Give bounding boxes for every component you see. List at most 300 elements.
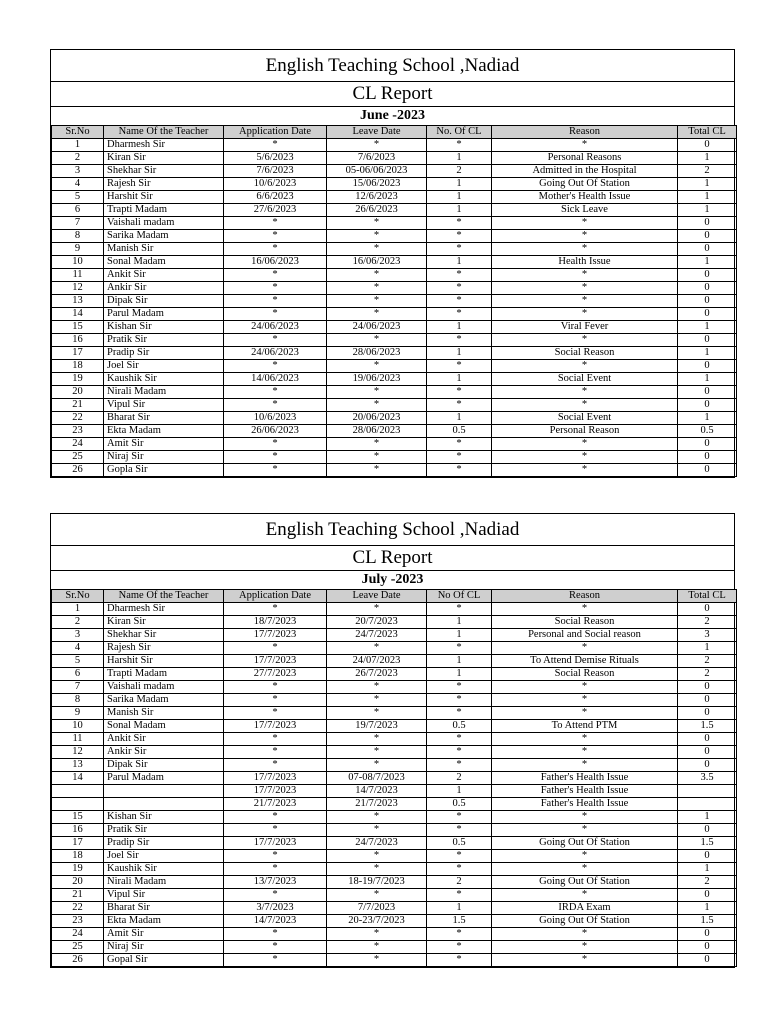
cl-count-cell: * [427, 464, 492, 477]
table-row [52, 282, 737, 295]
cl-count-cell: * [427, 451, 492, 464]
cl-table [51, 125, 737, 477]
application-date-cell: 10/6/2023 [224, 178, 327, 191]
leave-date-cell: * [327, 139, 427, 152]
application-date-cell: * [224, 642, 327, 655]
application-date-cell: * [224, 811, 327, 824]
total-cl-cell: 0 [678, 889, 737, 902]
total-cl-cell: 0 [678, 438, 737, 451]
column-header: Total CL [678, 126, 737, 139]
leave-date-cell: * [327, 642, 427, 655]
total-cl-cell: 1.5 [678, 720, 737, 733]
application-date-cell: 26/06/2023 [224, 425, 327, 438]
cl-count-cell: 1 [427, 655, 492, 668]
total-cl-cell: 0 [678, 850, 737, 863]
application-date-cell: * [224, 451, 327, 464]
table-row [52, 733, 737, 746]
total-cl-cell: 1 [678, 412, 737, 425]
cl-count-cell: 1 [427, 629, 492, 642]
total-cl-cell: 1 [678, 256, 737, 269]
reason-cell: * [492, 334, 678, 347]
reason-cell: To Attend PTM [492, 720, 678, 733]
teacher-name-cell: Dharmesh Sir [104, 603, 224, 616]
table-row [52, 399, 737, 412]
teacher-name-cell: Dipak Sir [104, 759, 224, 772]
sr-no-cell: 3 [52, 165, 104, 178]
application-date-cell: * [224, 295, 327, 308]
teacher-name-cell: Dharmesh Sir [104, 139, 224, 152]
sr-no-cell: 8 [52, 694, 104, 707]
cl-count-cell: * [427, 269, 492, 282]
teacher-name-cell: Pradip Sir [104, 837, 224, 850]
teacher-name-cell [104, 798, 224, 811]
reason-cell: Personal Reasons [492, 152, 678, 165]
application-date-cell: * [224, 746, 327, 759]
application-date-cell: * [224, 928, 327, 941]
table-row [52, 954, 737, 967]
leave-date-cell: * [327, 334, 427, 347]
leave-date-cell: * [327, 681, 427, 694]
reason-cell: * [492, 386, 678, 399]
total-cl-cell: 1 [678, 321, 737, 334]
sr-no-cell: 5 [52, 191, 104, 204]
reason-cell: Social Event [492, 373, 678, 386]
teacher-name-cell: Kiran Sir [104, 152, 224, 165]
total-cl-cell: 1 [678, 863, 737, 876]
table-row [52, 629, 737, 642]
cl-count-cell: * [427, 603, 492, 616]
application-date-cell: * [224, 707, 327, 720]
leave-date-cell: * [327, 282, 427, 295]
teacher-name-cell: Sonal Madam [104, 720, 224, 733]
teacher-name-cell: Pradip Sir [104, 347, 224, 360]
leave-date-cell: 19/7/2023 [327, 720, 427, 733]
sr-no-cell: 13 [52, 295, 104, 308]
sr-no-cell: 26 [52, 464, 104, 477]
sr-no-cell: 16 [52, 824, 104, 837]
reason-cell: Father's Health Issue [492, 785, 678, 798]
cl-count-cell: * [427, 681, 492, 694]
cl-count-cell: * [427, 694, 492, 707]
table-header-row [52, 126, 737, 139]
reason-cell: * [492, 863, 678, 876]
teacher-name-cell: Rajesh Sir [104, 642, 224, 655]
total-cl-cell: 1 [678, 642, 737, 655]
report-month: July -2023 [361, 572, 424, 587]
leave-date-cell: 7/6/2023 [327, 152, 427, 165]
reason-cell: Health Issue [492, 256, 678, 269]
reason-cell: Admitted in the Hospital [492, 165, 678, 178]
report-title: CL Report [51, 82, 734, 107]
total-cl-cell: 0 [678, 824, 737, 837]
leave-date-cell: 20-23/7/2023 [327, 915, 427, 928]
sr-no-cell: 25 [52, 941, 104, 954]
reason-cell: Father's Health Issue [492, 772, 678, 785]
leave-date-cell: 26/7/2023 [327, 668, 427, 681]
sr-no-cell [52, 785, 104, 798]
application-date-cell: * [224, 464, 327, 477]
leave-date-cell: 26/6/2023 [327, 204, 427, 217]
application-date-cell: * [224, 308, 327, 321]
cl-count-cell: 1 [427, 785, 492, 798]
sr-no-cell: 15 [52, 811, 104, 824]
application-date-cell: 17/7/2023 [224, 772, 327, 785]
leave-date-cell: * [327, 811, 427, 824]
cl-count-cell: 1 [427, 152, 492, 165]
column-header: Application Date [224, 590, 327, 603]
cl-report-june [50, 49, 735, 478]
table-row [52, 243, 737, 256]
application-date-cell: * [224, 399, 327, 412]
total-cl-cell: 2 [678, 655, 737, 668]
table-row [52, 824, 737, 837]
reason-cell: * [492, 759, 678, 772]
reason-cell: * [492, 399, 678, 412]
total-cl-cell: 0 [678, 746, 737, 759]
sr-no-cell: 18 [52, 850, 104, 863]
application-date-cell: 14/7/2023 [224, 915, 327, 928]
teacher-name-cell: Ankir Sir [104, 282, 224, 295]
total-cl-cell: 0 [678, 451, 737, 464]
application-date-cell: * [224, 438, 327, 451]
application-date-cell: * [224, 360, 327, 373]
total-cl-cell: 0 [678, 334, 737, 347]
table-row [52, 360, 737, 373]
application-date-cell: 18/7/2023 [224, 616, 327, 629]
leave-date-cell: * [327, 217, 427, 230]
application-date-cell: 27/7/2023 [224, 668, 327, 681]
total-cl-cell: 0 [678, 733, 737, 746]
teacher-name-cell: Vipul Sir [104, 889, 224, 902]
application-date-cell: * [224, 139, 327, 152]
leave-date-cell: 24/06/2023 [327, 321, 427, 334]
application-date-cell: * [224, 824, 327, 837]
leave-date-cell: * [327, 399, 427, 412]
teacher-name-cell: Vipul Sir [104, 399, 224, 412]
application-date-cell: 17/7/2023 [224, 785, 327, 798]
leave-date-cell: * [327, 243, 427, 256]
table-row [52, 191, 737, 204]
sr-no-cell: 23 [52, 915, 104, 928]
cl-count-cell: * [427, 954, 492, 967]
sr-no-cell: 15 [52, 321, 104, 334]
sr-no-cell: 25 [52, 451, 104, 464]
cl-count-cell: 0.5 [427, 798, 492, 811]
cl-count-cell: * [427, 334, 492, 347]
application-date-cell: * [224, 733, 327, 746]
table-row [52, 152, 737, 165]
reason-cell: Personal Reason [492, 425, 678, 438]
cl-count-cell: 1 [427, 204, 492, 217]
teacher-name-cell: Amit Sir [104, 438, 224, 451]
reason-cell: * [492, 451, 678, 464]
teacher-name-cell: Kishan Sir [104, 811, 224, 824]
application-date-cell: * [224, 850, 327, 863]
cl-count-cell: 1 [427, 178, 492, 191]
cl-count-cell: * [427, 811, 492, 824]
reason-cell: Personal and Social reason [492, 629, 678, 642]
teacher-name-cell: Vaishali madam [104, 681, 224, 694]
sr-no-cell: 13 [52, 759, 104, 772]
cl-count-cell: * [427, 707, 492, 720]
sr-no-cell: 2 [52, 616, 104, 629]
teacher-name-cell: Bharat Sir [104, 412, 224, 425]
teacher-name-cell: Pratik Sir [104, 824, 224, 837]
cl-count-cell: * [427, 295, 492, 308]
cl-count-cell: * [427, 139, 492, 152]
application-date-cell: * [224, 243, 327, 256]
sr-no-cell: 6 [52, 204, 104, 217]
table-row [52, 694, 737, 707]
leave-date-cell: 05-06/06/2023 [327, 165, 427, 178]
application-date-cell: 16/06/2023 [224, 256, 327, 269]
leave-date-cell: 15/06/2023 [327, 178, 427, 191]
table-row [52, 681, 737, 694]
sr-no-cell: 4 [52, 178, 104, 191]
leave-date-cell: * [327, 759, 427, 772]
sr-no-cell: 20 [52, 386, 104, 399]
cl-count-cell: * [427, 399, 492, 412]
application-date-cell: * [224, 230, 327, 243]
sr-no-cell: 22 [52, 902, 104, 915]
teacher-name-cell: Ankir Sir [104, 746, 224, 759]
total-cl-cell: 1 [678, 811, 737, 824]
total-cl-cell: 1 [678, 347, 737, 360]
total-cl-cell: 0 [678, 217, 737, 230]
table-row [52, 347, 737, 360]
teacher-name-cell: Dipak Sir [104, 295, 224, 308]
reason-cell: * [492, 681, 678, 694]
application-date-cell: 3/7/2023 [224, 902, 327, 915]
application-date-cell: 7/6/2023 [224, 165, 327, 178]
sr-no-cell: 7 [52, 681, 104, 694]
leave-date-cell: * [327, 464, 427, 477]
table-row [52, 425, 737, 438]
table-row [52, 217, 737, 230]
total-cl-cell: 0 [678, 269, 737, 282]
teacher-name-cell: Kaushik Sir [104, 863, 224, 876]
leave-date-cell: 24/7/2023 [327, 629, 427, 642]
table-body [52, 139, 737, 477]
sr-no-cell: 24 [52, 928, 104, 941]
table-row [52, 178, 737, 191]
cl-count-cell: * [427, 824, 492, 837]
cl-count-cell: * [427, 928, 492, 941]
application-date-cell: 10/6/2023 [224, 412, 327, 425]
cl-count-cell: * [427, 386, 492, 399]
table-row [52, 321, 737, 334]
leave-date-cell: * [327, 451, 427, 464]
total-cl-cell: 0 [678, 954, 737, 967]
sr-no-cell: 18 [52, 360, 104, 373]
leave-date-cell: 20/7/2023 [327, 616, 427, 629]
cl-count-cell: 1 [427, 256, 492, 269]
reason-cell: Social Reason [492, 668, 678, 681]
teacher-name-cell: Sarika Madam [104, 230, 224, 243]
leave-date-cell: 18-19/7/2023 [327, 876, 427, 889]
leave-date-cell: 7/7/2023 [327, 902, 427, 915]
application-date-cell: * [224, 941, 327, 954]
leave-date-cell: * [327, 386, 427, 399]
total-cl-cell: 0 [678, 139, 737, 152]
application-date-cell: * [224, 863, 327, 876]
teacher-name-cell: Nirali Madam [104, 876, 224, 889]
cl-count-cell: * [427, 282, 492, 295]
teacher-name-cell: Gopal Sir [104, 954, 224, 967]
leave-date-cell: * [327, 863, 427, 876]
leave-date-cell: 16/06/2023 [327, 256, 427, 269]
table-row [52, 720, 737, 733]
teacher-name-cell: Shekhar Sir [104, 629, 224, 642]
cl-count-cell: * [427, 733, 492, 746]
column-header: Sr.No [52, 126, 104, 139]
sr-no-cell: 14 [52, 308, 104, 321]
cl-count-cell: * [427, 230, 492, 243]
total-cl-cell: 1 [678, 191, 737, 204]
leave-date-cell: * [327, 746, 427, 759]
table-row [52, 655, 737, 668]
application-date-cell: 5/6/2023 [224, 152, 327, 165]
leave-date-cell: 28/06/2023 [327, 425, 427, 438]
leave-date-cell: * [327, 694, 427, 707]
total-cl-cell: 2 [678, 165, 737, 178]
table-row [52, 772, 737, 785]
column-header: Sr.No [52, 590, 104, 603]
total-cl-cell: 1 [678, 204, 737, 217]
leave-date-cell: 24/07/2023 [327, 655, 427, 668]
total-cl-cell: 0 [678, 230, 737, 243]
reason-cell: To Attend Demise Rituals [492, 655, 678, 668]
table-body [52, 603, 737, 967]
sr-no-cell: 14 [52, 772, 104, 785]
cl-count-cell: * [427, 889, 492, 902]
total-cl-cell: 0 [678, 694, 737, 707]
column-header: No. Of CL [427, 126, 492, 139]
reason-cell: * [492, 733, 678, 746]
leave-date-cell: 21/7/2023 [327, 798, 427, 811]
total-cl-cell: 1 [678, 152, 737, 165]
table-row [52, 438, 737, 451]
teacher-name-cell [104, 785, 224, 798]
sr-no-cell: 17 [52, 837, 104, 850]
cl-count-cell: 1 [427, 347, 492, 360]
application-date-cell: 24/06/2023 [224, 347, 327, 360]
table-row [52, 863, 737, 876]
leave-date-cell: 20/06/2023 [327, 412, 427, 425]
table-row [52, 915, 737, 928]
cl-count-cell: * [427, 360, 492, 373]
total-cl-cell: 1.5 [678, 837, 737, 850]
teacher-name-cell: Sonal Madam [104, 256, 224, 269]
application-date-cell: 17/7/2023 [224, 655, 327, 668]
table-row [52, 902, 737, 915]
table-row [52, 850, 737, 863]
leave-date-cell: * [327, 928, 427, 941]
cl-count-cell: * [427, 941, 492, 954]
leave-date-cell: * [327, 230, 427, 243]
table-row [52, 412, 737, 425]
leave-date-cell: * [327, 824, 427, 837]
sr-no-cell: 17 [52, 347, 104, 360]
teacher-name-cell: Amit Sir [104, 928, 224, 941]
application-date-cell: 14/06/2023 [224, 373, 327, 386]
reason-cell: * [492, 217, 678, 230]
teacher-name-cell: Nirali Madam [104, 386, 224, 399]
application-date-cell: * [224, 759, 327, 772]
sr-no-cell: 9 [52, 243, 104, 256]
leave-date-cell: 07-08/7/2023 [327, 772, 427, 785]
cl-count-cell: * [427, 850, 492, 863]
teacher-name-cell: Shekhar Sir [104, 165, 224, 178]
teacher-name-cell: Ankit Sir [104, 269, 224, 282]
total-cl-cell [678, 798, 737, 811]
total-cl-cell: 0 [678, 941, 737, 954]
reason-cell: * [492, 941, 678, 954]
cl-count-cell: 1 [427, 616, 492, 629]
report-month: June -2023 [360, 108, 425, 123]
teacher-name-cell: Kiran Sir [104, 616, 224, 629]
total-cl-cell: 3.5 [678, 772, 737, 785]
leave-date-cell: * [327, 941, 427, 954]
table-row [52, 308, 737, 321]
total-cl-cell: 0 [678, 707, 737, 720]
teacher-name-cell: Harshit Sir [104, 655, 224, 668]
application-date-cell: * [224, 889, 327, 902]
teacher-name-cell: Pratik Sir [104, 334, 224, 347]
reason-cell: Going Out Of Station [492, 876, 678, 889]
application-date-cell: * [224, 269, 327, 282]
teacher-name-cell: Ekta Madam [104, 425, 224, 438]
cl-count-cell: 2 [427, 165, 492, 178]
leave-date-cell: * [327, 603, 427, 616]
reason-cell: * [492, 230, 678, 243]
leave-date-cell: * [327, 308, 427, 321]
cl-count-cell: * [427, 746, 492, 759]
reason-cell: * [492, 464, 678, 477]
reason-cell: * [492, 642, 678, 655]
reason-cell: * [492, 360, 678, 373]
sr-no-cell: 12 [52, 746, 104, 759]
sr-no-cell: 10 [52, 720, 104, 733]
sr-no-cell: 4 [52, 642, 104, 655]
sr-no-cell: 21 [52, 889, 104, 902]
application-date-cell: * [224, 334, 327, 347]
total-cl-cell: 0 [678, 399, 737, 412]
application-date-cell: * [224, 386, 327, 399]
application-date-cell: * [224, 603, 327, 616]
total-cl-cell: 0 [678, 386, 737, 399]
teacher-name-cell: Gopla Sir [104, 464, 224, 477]
total-cl-cell: 2 [678, 616, 737, 629]
teacher-name-cell: Harshit Sir [104, 191, 224, 204]
sr-no-cell: 6 [52, 668, 104, 681]
teacher-name-cell: Manish Sir [104, 707, 224, 720]
application-date-cell: 27/6/2023 [224, 204, 327, 217]
teacher-name-cell: Kishan Sir [104, 321, 224, 334]
table-row [52, 837, 737, 850]
reason-cell: Social Event [492, 412, 678, 425]
leave-date-cell: * [327, 295, 427, 308]
reason-cell: * [492, 824, 678, 837]
reason-cell: * [492, 850, 678, 863]
teacher-name-cell: Kaushik Sir [104, 373, 224, 386]
leave-date-cell: * [327, 360, 427, 373]
teacher-name-cell: Parul Madam [104, 308, 224, 321]
cl-count-cell: 1 [427, 191, 492, 204]
teacher-name-cell: Bharat Sir [104, 902, 224, 915]
teacher-name-cell: Joel Sir [104, 360, 224, 373]
total-cl-cell: 0 [678, 360, 737, 373]
